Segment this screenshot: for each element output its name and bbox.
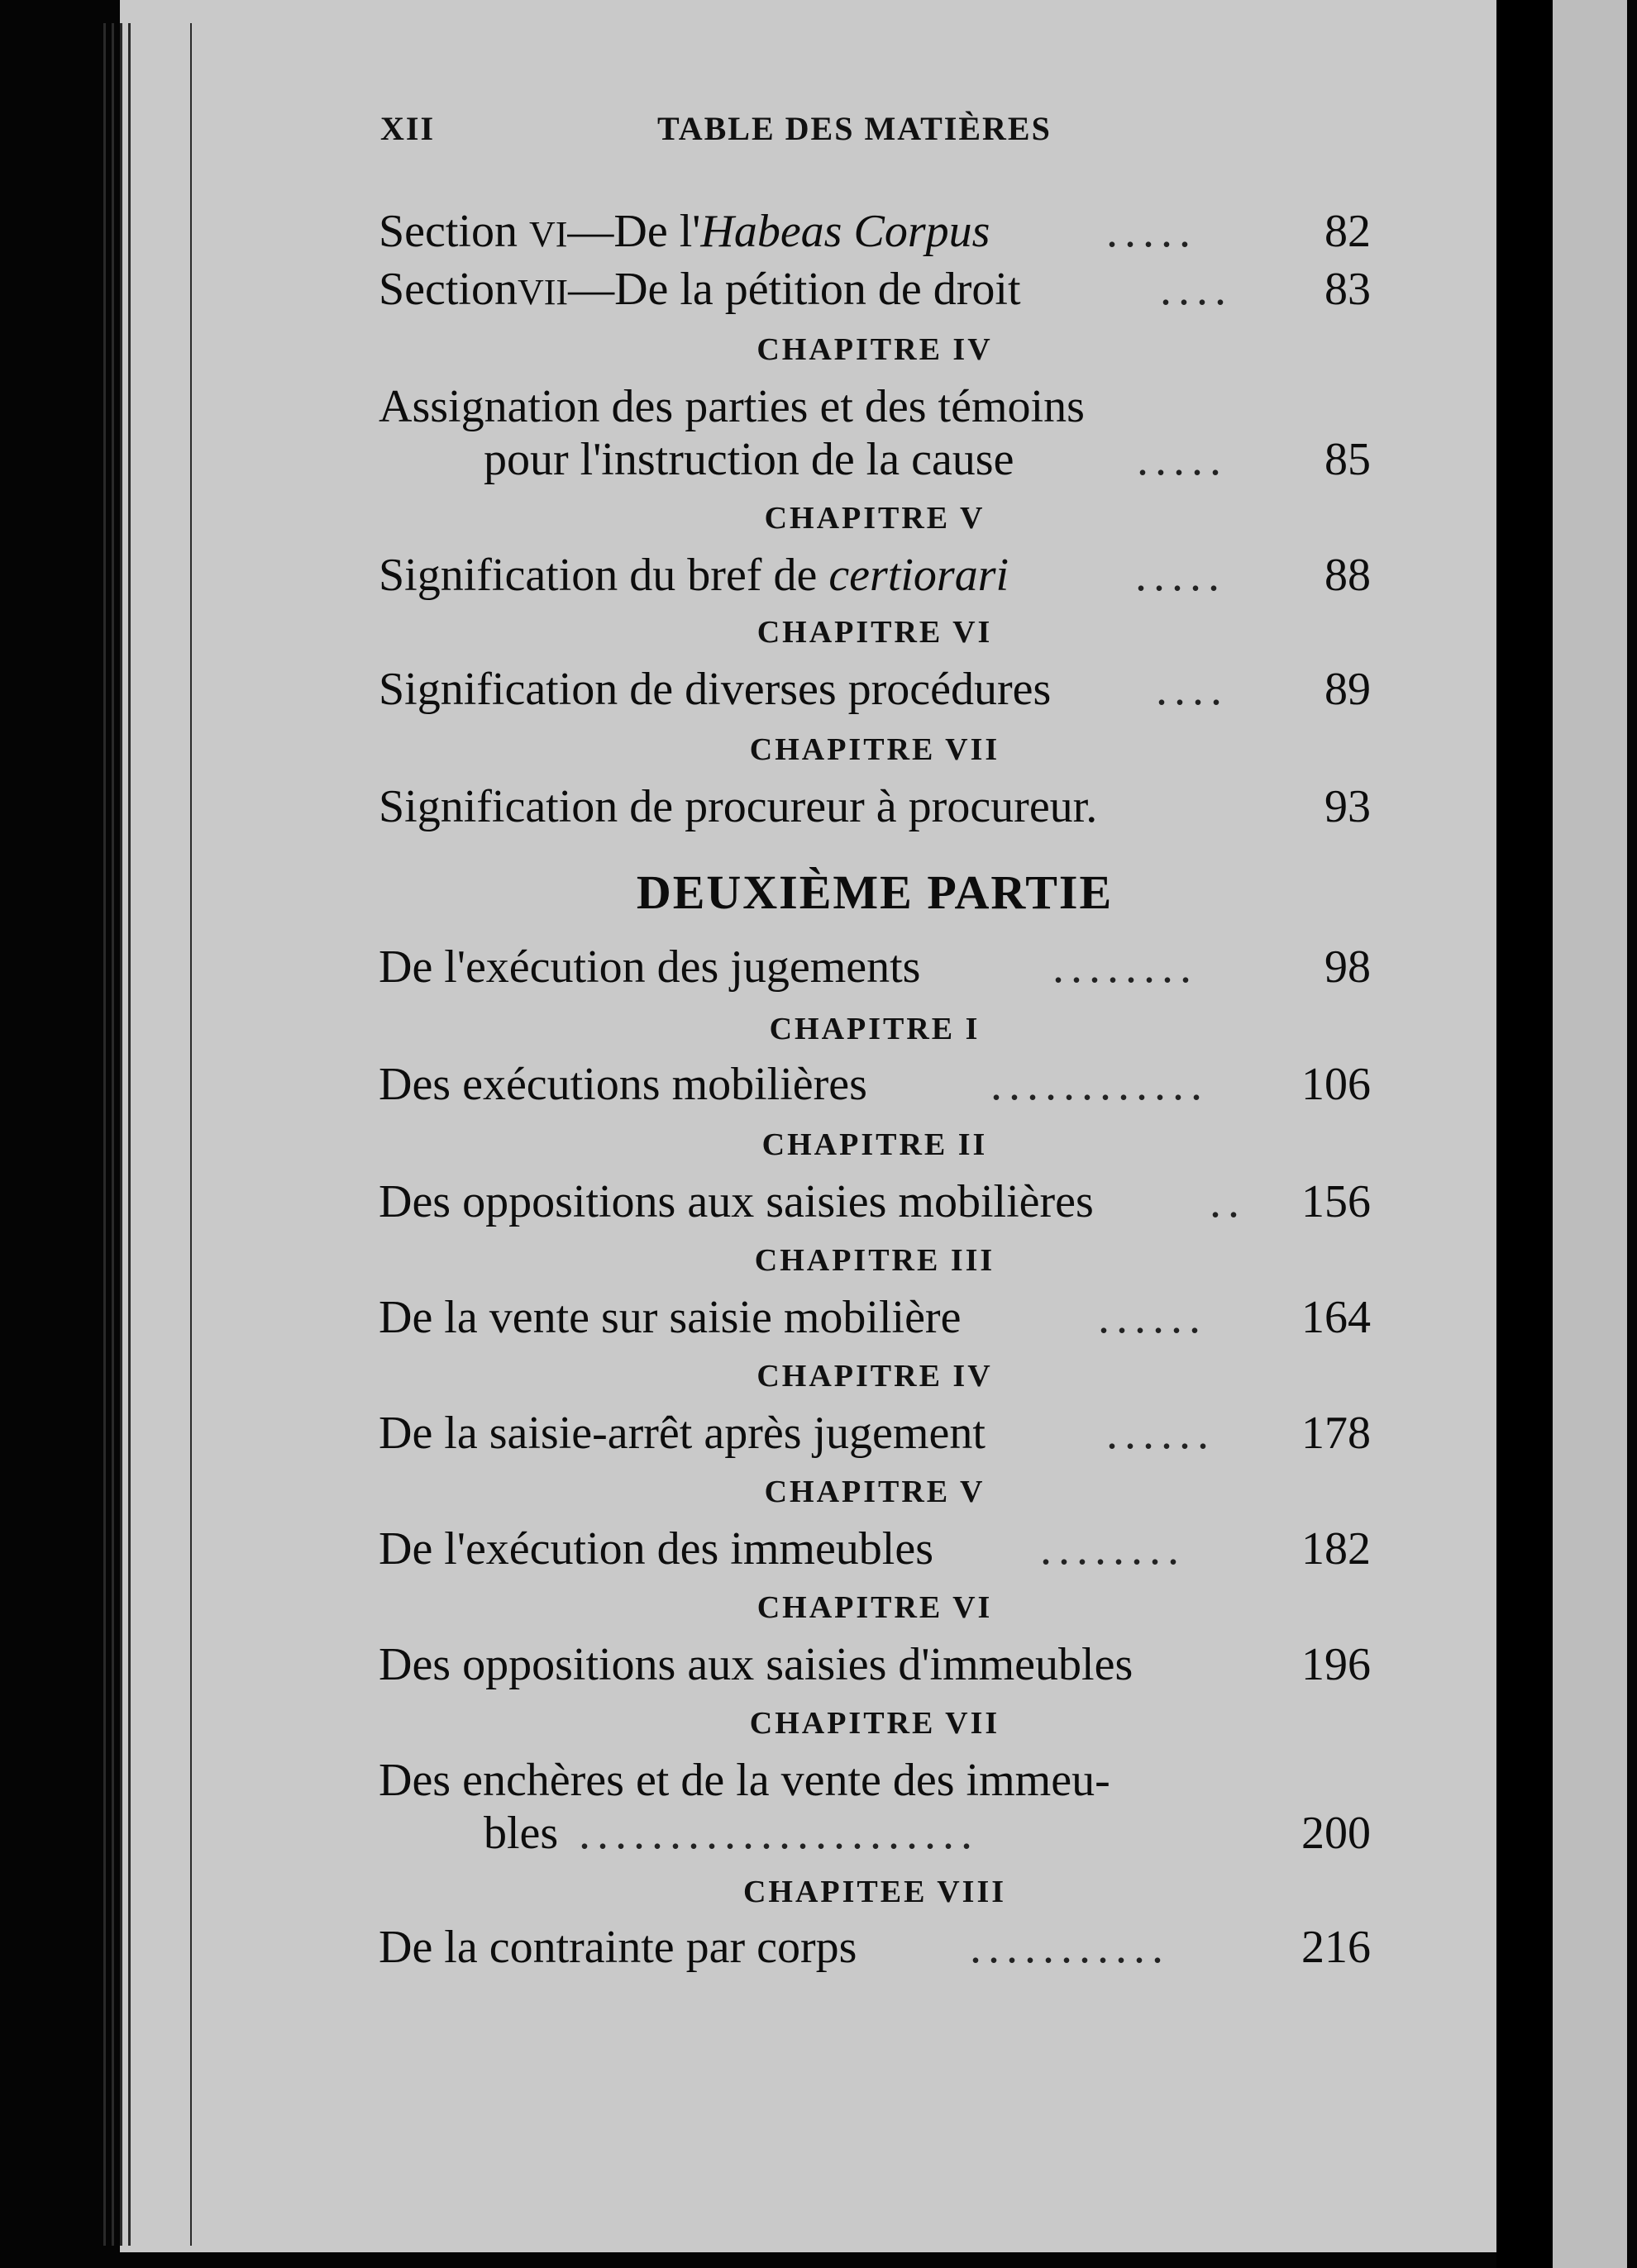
part-heading: DEUXIÈME PARTIE xyxy=(636,865,1114,919)
toc-page-number: 93 xyxy=(1324,781,1371,832)
toc-entry-title: De l'exécution des immeubles xyxy=(379,1523,934,1575)
toc-entry-title: De l'exécution des jugements xyxy=(379,941,921,993)
toc-entry xyxy=(379,377,1371,436)
toc-entry xyxy=(379,1519,1371,1579)
toc-entry-title: bles xyxy=(484,1808,559,1859)
toc-entry-continuation xyxy=(484,430,1371,489)
toc-entry-title: Des exécutions mobilières xyxy=(379,1059,867,1110)
leader-dots: ........ xyxy=(1052,941,1198,993)
toc-entry-title: Signification du bref de certiorari xyxy=(379,550,1009,601)
chapter-heading: CHAPITEE VIII xyxy=(742,1875,1007,1909)
toc-entry xyxy=(379,1403,1371,1463)
toc-entry-continuation xyxy=(484,1803,1371,1863)
chapter-heading: CHAPITRE VII xyxy=(749,732,1000,767)
toc-entry-title: Signification de procureur à procureur. xyxy=(379,781,1098,832)
toc-entry xyxy=(379,202,1371,261)
leader-dots: ........... xyxy=(970,1922,1170,1973)
page-folio: XII xyxy=(380,110,436,147)
toc-page-number: 98 xyxy=(1324,941,1371,993)
toc-entry xyxy=(379,1635,1371,1694)
toc-page-number: 156 xyxy=(1301,1176,1371,1227)
chapter-heading: CHAPITRE V xyxy=(764,1475,986,1509)
toc-entry xyxy=(379,1751,1371,1810)
toc-entry-title: De la vente sur saisie mobilière xyxy=(379,1292,962,1343)
toc-page-number: 106 xyxy=(1301,1059,1371,1110)
chapter-heading: CHAPITRE IV xyxy=(756,1359,993,1394)
toc-entry xyxy=(379,777,1371,836)
leader-dots: ...... xyxy=(1098,1292,1207,1343)
leader-dots: ...................... xyxy=(579,1808,979,1859)
toc-entry-title: De la contrainte par corps xyxy=(379,1922,857,1973)
toc-entry-title: Section VI—De l'Habeas Corpus xyxy=(379,206,990,257)
chapter-heading: CHAPITRE VI xyxy=(756,1590,993,1625)
toc-page-number: 196 xyxy=(1301,1639,1371,1690)
chapter-heading: CHAPITRE III xyxy=(754,1243,995,1278)
toc-entry-title: pour l'instruction de la cause xyxy=(484,434,1014,485)
toc-entry-title: Signification de diverses procédures xyxy=(379,664,1052,715)
running-title: TABLE DES MATIÈRES xyxy=(657,110,1052,147)
toc-entry xyxy=(379,260,1371,319)
toc-entry xyxy=(379,546,1371,605)
leader-dots: .... xyxy=(1156,664,1229,715)
chapter-heading: CHAPITRE IV xyxy=(756,332,993,367)
toc-entry-title: Des oppositions aux saisies mobilières xyxy=(379,1176,1094,1227)
chapter-heading: CHAPITRE II xyxy=(761,1127,988,1162)
toc-page-number: 83 xyxy=(1324,264,1371,315)
leader-dots: .. xyxy=(1210,1176,1246,1227)
toc-entry-title: Des oppositions aux saisies d'immeubles xyxy=(379,1639,1133,1690)
toc-page-number: 85 xyxy=(1324,434,1371,485)
toc-page-number: 216 xyxy=(1301,1922,1371,1973)
leader-dots: .... xyxy=(1160,264,1233,315)
leader-dots: ........ xyxy=(1040,1523,1186,1575)
toc-page-number: 178 xyxy=(1301,1408,1371,1459)
leader-dots: ..... xyxy=(1137,434,1228,485)
toc-page-number: 82 xyxy=(1324,206,1371,257)
chapter-heading: CHAPITRE I xyxy=(769,1012,981,1046)
chapter-heading: CHAPITRE VII xyxy=(749,1706,1000,1741)
toc-page-number: 200 xyxy=(1301,1808,1371,1859)
toc-page-number: 89 xyxy=(1324,664,1371,715)
toc-entry xyxy=(379,937,1371,997)
leader-dots: ............ xyxy=(990,1059,1209,1110)
toc-entry xyxy=(379,1172,1371,1232)
toc-entry xyxy=(379,1918,1371,1977)
toc-page-number: 88 xyxy=(1324,550,1371,601)
toc-entry-title: Assignation des parties et des témoins xyxy=(379,381,1085,432)
toc-entry-title: SectionVII—De la pétition de droit xyxy=(379,264,1021,315)
toc-entry-title: Des enchères et de la vente des immeu- xyxy=(379,1755,1110,1806)
toc-entry xyxy=(379,660,1371,719)
toc-entry xyxy=(379,1288,1371,1347)
leader-dots: ..... xyxy=(1106,206,1197,257)
leader-dots: ...... xyxy=(1106,1408,1215,1459)
toc-entry-title: De la saisie-arrêt après jugement xyxy=(379,1408,986,1459)
chapter-heading: CHAPITRE VI xyxy=(756,615,993,650)
toc-page-number: 182 xyxy=(1301,1523,1371,1575)
chapter-heading: CHAPITRE V xyxy=(764,501,986,536)
toc-page-number: 164 xyxy=(1301,1292,1371,1343)
toc-entry xyxy=(379,1055,1371,1114)
leader-dots: ..... xyxy=(1135,550,1226,601)
